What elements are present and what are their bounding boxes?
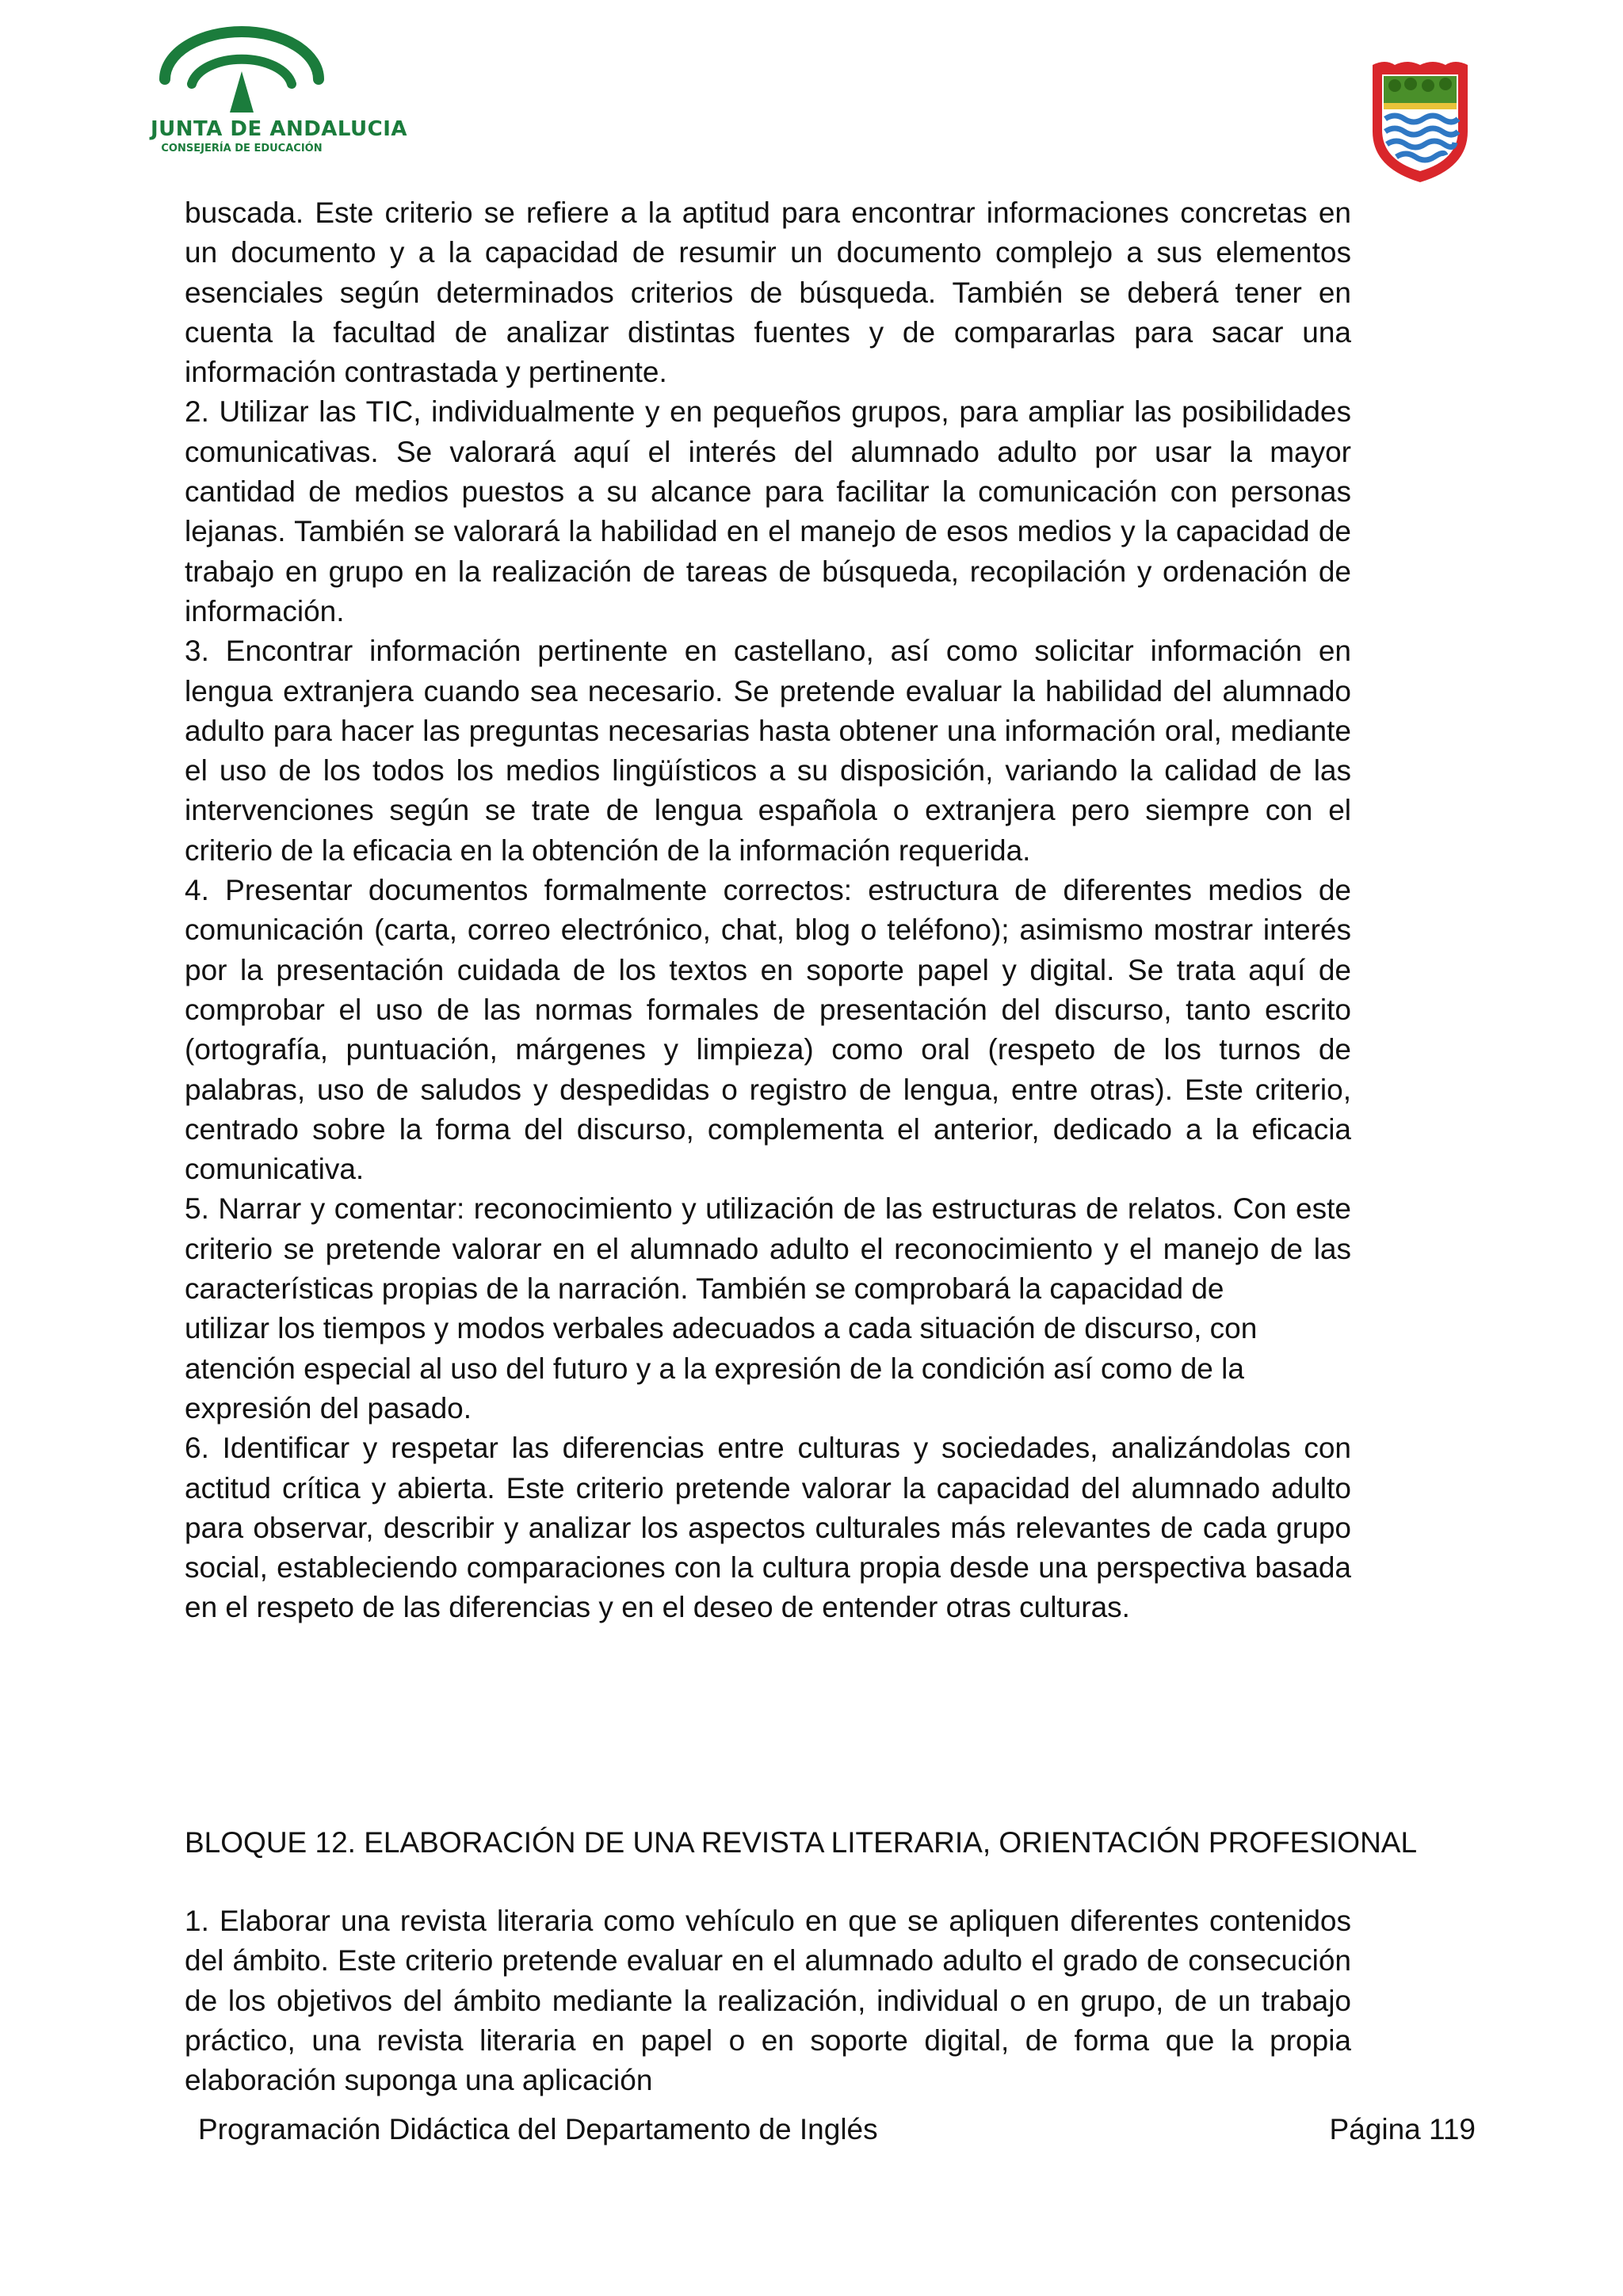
- paragraph: 4. Presentar documentos formalmente correctos: estructura de diferentes medios de comunicación (carta, correo electrónico, chat, blog o teléfono); asimismo mostrar interés por la presentación cuidada de los textos en soporte papel y digital. Se trata aquí de comprobar el uso de las normas formales de presentación del discurso, tanto escrito (ortografía, puntuación, márgenes y limpieza) como oral (respeto de los turnos de palabras, uso de saludos y despedidas o registro de lengua, entre otras). Este criterio, centrado sobre la forma del discurso, complementa el anterior, dedicado a la eficacia comunicativa.: [185, 874, 1351, 1186]
- document-body: [185, 193, 1351, 1628]
- school-coat-of-arms: [1369, 59, 1471, 184]
- section-heading: BLOQUE 12. ELABORACIÓN DE UNA REVISTA LITERARIA, ORIENTACIÓN PROFESIONAL: [185, 1826, 1418, 1859]
- paragraph: 1. Elaborar una revista literaria como vehículo en que se apliquen diferentes contenidos del ámbito. Este criterio pretende evaluar en el alumnado adulto el grado de consecución de los objetivos del ámbito mediante la realización, individual o en grupo, de un trabajo práctico, una revista literaria en papel o en soporte digital, de forma que la propia elaboración suponga una aplicación: [185, 1905, 1351, 2097]
- footer-title: Programación Didáctica del Departamento de Inglés: [198, 2113, 878, 2145]
- school-coat-of-arms-icon: [1369, 59, 1471, 184]
- junta-de-andalucia-emblem-icon: [151, 24, 333, 117]
- document-body-continued: [185, 1901, 1351, 2100]
- paragraph: 5. Narrar y comentar: reconocimiento y utilización de las estructuras de relatos. Con este criterio se pretende valorar en el alumnado adulto el reconocimiento y el manejo de las características propias de la narración. También se comprobará la capacidad de: [185, 1192, 1351, 1306]
- paragraph: 3. Encontrar información pertinente en castellano, así como solicitar información en lengua extranjera cuando sea necesario. Se pretende evaluar la habilidad del alumnado adulto para hacer las preguntas necesarias hasta obtener una información oral, mediante el uso de los todos los medios lingüísticos a su disposición, variando la calidad de las intervenciones según se trate de lengua española o extranjera pero siempre con el criterio de la eficacia en la obtención de la información requerida.: [185, 635, 1351, 867]
- junta-andalucia-logo: [151, 24, 408, 162]
- page-number: Página 119: [1329, 2113, 1476, 2145]
- paragraph: buscada. Este criterio se refiere a la aptitud para encontrar informaciones concretas en un documento y a la capacidad de resumir un documento complejo a sus elementos esenciales según determinados criterios de búsqueda. También se deberá tener en cuenta la facultad de analizar distintas fuentes y de compararlas para sacar una información contrastada y pertinente.: [185, 196, 1351, 389]
- logo-org-text: JUNTA DE ANDALUCIA: [151, 117, 408, 141]
- logo-dept-text: CONSEJERÍA DE EDUCACIÓN: [161, 143, 323, 154]
- paragraph: 2. Utilizar las TIC, individualmente y en pequeños grupos, para ampliar las posibilidades comunicativas. Se valorará aquí el interés del alumnado adulto por usar la mayor cantidad de medios puestos a su alcance para facilitar la comunicación con personas lejanas. También se valorará la habilidad en el manejo de esos medios y la capacidad de trabajo en grupo en la realización de tareas de búsqueda, recopilación y ordenación de información.: [185, 395, 1351, 627]
- paragraph: 6. Identificar y respetar las diferencias entre culturas y sociedades, analizándolas con actitud crítica y abierta. Este criterio pretende valorar la capacidad del alumnado adulto para observar, describir y analizar los aspectos culturales más relevantes de cada grupo social, estableciendo comparaciones con la cultura propia desde una perspectiva basada en el respeto de las diferencias y en el deseo de entender otras culturas.: [185, 1432, 1351, 1624]
- paragraph: utilizar los tiempos y modos verbales adecuados a cada situación de discurso, con atención especial al uso del futuro y a la expresión de la condición así como de la expresión del pasado.: [185, 1312, 1258, 1425]
